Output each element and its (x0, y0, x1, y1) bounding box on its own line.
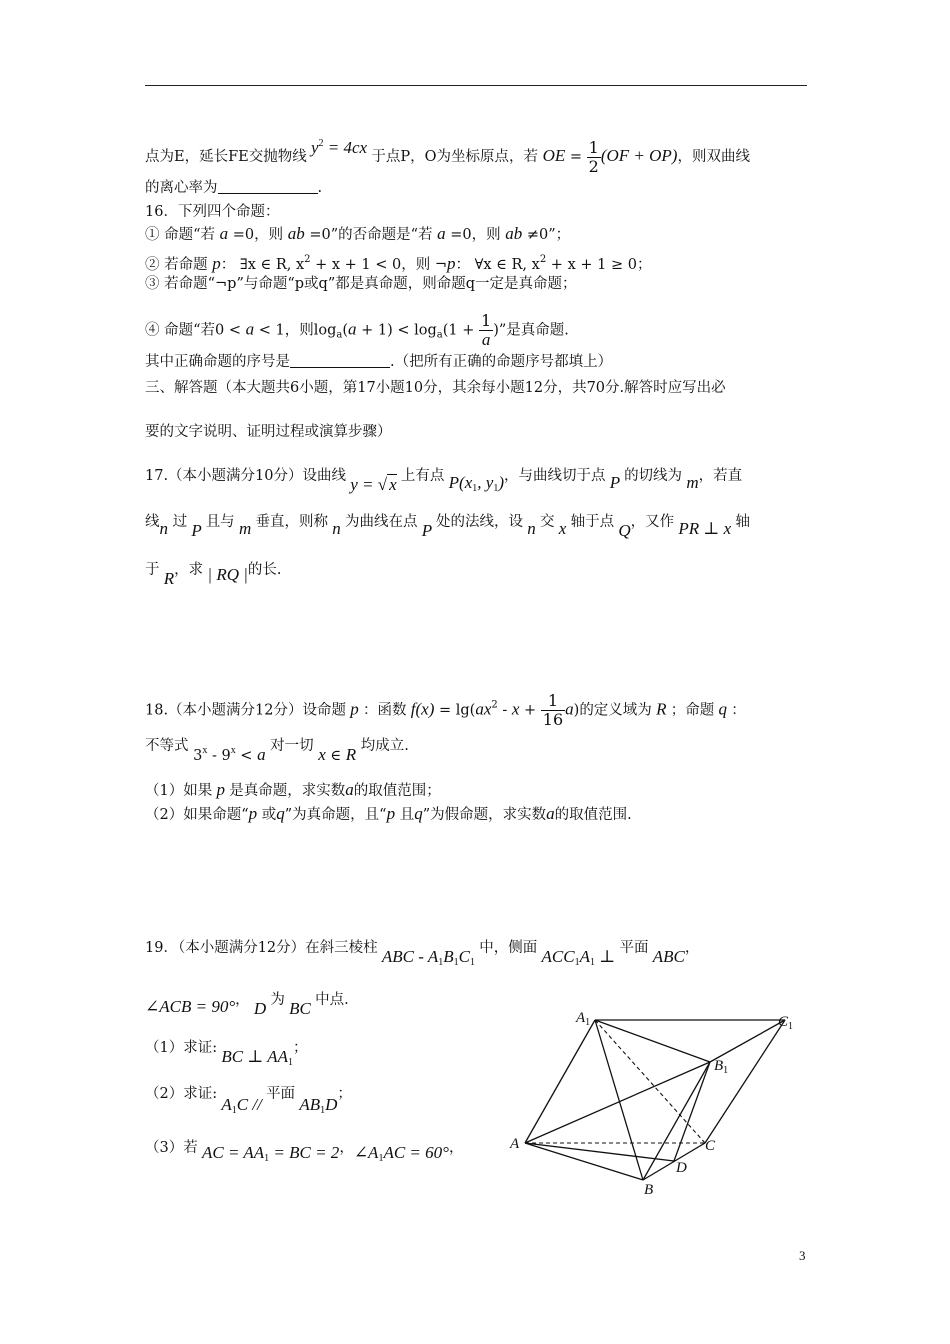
section3-line2: 要的文字说明、证明过程或演算步骤） (145, 424, 392, 440)
q19-sub3: （3）若 AC = $AA_1$ = BC = 2，$\angle A_1AC = 60^\circ$， (145, 1140, 464, 1164)
edge-C1C (705, 1020, 785, 1143)
header-rule (145, 85, 807, 86)
q19-sub2: （2）求证: $A_1C$ // 平面 $AB_1D$； (145, 1086, 352, 1116)
q19-line2: ∠ACB = 90°， D 为 BC 中点. (145, 992, 349, 1018)
label-A1: $A_1$ (576, 1010, 591, 1028)
label-A: A (510, 1136, 520, 1152)
edge-AD (525, 1143, 674, 1161)
edge-A1B1 (595, 1020, 710, 1062)
edge-B1C1 (710, 1020, 785, 1062)
q16-head: 16．下列四个命题： (145, 204, 280, 220)
q16-item1: ① 命题“若 a =0，则 ab =0”的否命题是“若 a =0，则 ab ≠0”； (145, 224, 571, 243)
answer-blank (290, 353, 390, 368)
label-B: B (644, 1182, 654, 1198)
q18-sub1: （1）如果 p 是真命题，求实数a的取值范围； (145, 780, 441, 799)
edge-AB1 (525, 1062, 710, 1143)
q15-line1: 点为E，延长FE交抛物线 $y^2 = 4cx$ 于点P，O为坐标原点，若 OE = $\frac{1}{2}$ (OF + OP)，则双曲线 (145, 137, 750, 176)
q16-item4: ④ 命题“若0 < a < 1，则$\log_a(a + 1) < \log_a(1$ + $\frac{1}{a}$ )”是真命题. (145, 311, 569, 349)
label-B1: $B_1$ (714, 1058, 729, 1076)
q18-line1: 18.（本小题满分12分）设命题 p ：函数 $f(x) = \lg(ax^2 - x$ + $\frac{1}{16}$ a)的定义域为 R ；命题 q ： (145, 691, 746, 729)
q16-item3: ③ 若命题“¬p”与命题“p或q”都是真命题，则命题q一定是真命题； (145, 276, 577, 292)
q19-sub1: （1）求证: BC ⊥ $AA_1$； (145, 1040, 308, 1068)
hidden-edge-A1C (595, 1020, 705, 1143)
q16-answer: 其中正确命题的序号是 .（把所有正确的命题序号都填上） (145, 354, 613, 370)
answer-blank (218, 179, 318, 194)
label-D: D (676, 1160, 687, 1176)
q16-item2: ② 若命题 p： ∃x ∈ R, $x^2 + x + 1 < 0$，则 ¬p： ∀x ∈ R, $x^2 + x + 1 \ge 0$； (145, 254, 652, 273)
q19-line1: 19．（本小题满分12分）在斜三棱柱 ABC - $A_1B_1C_1$ 中，侧面 $ACC_1A_1$ ⊥ 平面 ABC， (145, 940, 700, 968)
edge-AB (525, 1143, 643, 1180)
q15-line2: 的离心率为 . (145, 180, 323, 196)
q17-line2: 线n 过 P 且与 m 垂直，则称 n 为曲线在点 P 处的法线，设 n 交 x 轴于点 Q，又作 PR ⊥ x 轴 (145, 514, 750, 540)
prism-figure (500, 1000, 810, 1210)
section3-line1: 三、解答题（本大题共6小题，第17小题10分，其余每小题12分，共70分.解答时应写出必 (145, 380, 726, 396)
q18-sub2: （2）如果命题“p 或q”为真命题，且“p 且q”为假命题，求实数a的取值范围. (145, 804, 632, 823)
q18-line2: 不等式 $3^x - 9^x < a$ 对一切 x ∈ R 均成立. (145, 738, 409, 764)
page-number: 3 (799, 1248, 806, 1263)
q17-line1: 17.（本小题满分10分）设曲线 y = √ x 上有点 $P(x_1$, $y_1$)，与曲线切于点 P 的切线为 m，若直 (145, 468, 743, 494)
edge-BC (643, 1143, 705, 1180)
edge-A1A (525, 1020, 595, 1143)
label-C1: $C_1$ (778, 1014, 794, 1032)
q17-line3: 于 R，求 | RQ |的长. (145, 562, 282, 588)
label-C: C (705, 1138, 716, 1154)
